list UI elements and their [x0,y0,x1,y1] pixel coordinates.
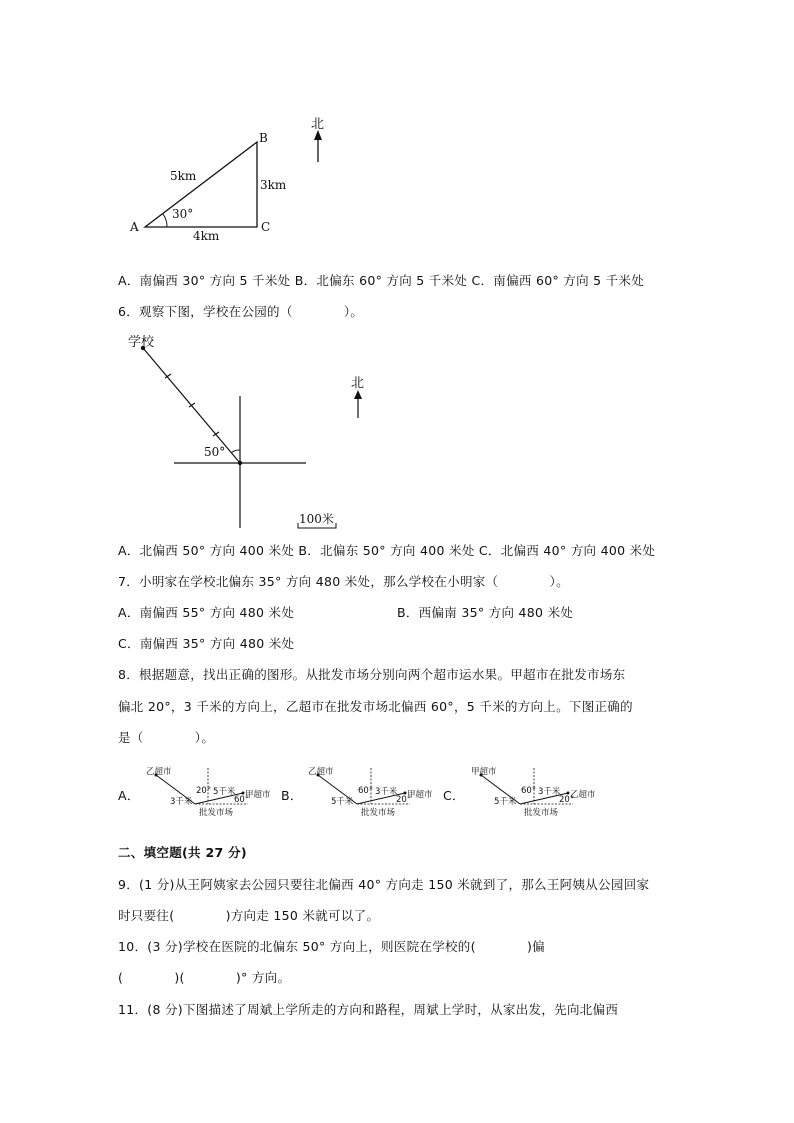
q8-line-3: 是（ ）。 [118,730,215,745]
angle-top-label: 60° [521,786,537,796]
angle-bottom-label: 60° [234,795,250,805]
right-store-label: 甲超市 [245,790,271,800]
north-label-2: 北 [351,376,365,391]
school-label: 学校 [128,335,155,350]
right-store-label: 乙超市 [570,790,596,800]
scale-label: 100米 [299,512,334,526]
market-label: 批发市场 [524,808,559,818]
right-distance-label: 3千米 [375,787,398,797]
left-store-label: 乙超市 [308,767,334,777]
left-store-label: 甲超市 [471,767,497,777]
vertex-a-label: A [130,220,139,234]
north-label: 北 [311,117,325,132]
q8-line-2: 偏北 20°，3 千米的方向上，乙超市在批发市场北偏西 60°，5 千米的方向上。下图正确的 [118,699,633,714]
market-label: 批发市场 [361,808,396,818]
section-title: 二、填空题(共 27 分) [118,845,247,860]
q8-option-a: A． [118,788,140,803]
left-store-label: 乙超市 [146,767,172,777]
vertex-b-label: B [259,131,268,145]
q8-option-b: B． [281,788,303,803]
angle-50-label: 50° [204,445,226,459]
q6-options: A．北偏西 50° 方向 400 米处 B．北偏东 50° 方向 400 米处 C．北偏西 40° 方向 400 米处 [118,543,656,558]
q7-option-b: B．西偏南 35° 方向 480 米处 [397,605,574,620]
angle-bottom-label: 20° [396,795,412,805]
angle-top-label: 20° [196,786,212,796]
angle-top-label: 60° [358,786,374,796]
q7-option-c: C．南偏西 35° 方向 480 米处 [118,636,295,651]
side-ac-label: 4km [193,229,220,243]
right-store-label: 甲超市 [407,790,433,800]
q9-line-1: 9．(1 分)从王阿姨家去公园只要往北偏西 40° 方向走 150 米就到了，那么王阿姨从公园回家 [118,877,650,892]
q10-line-1: 10．(3 分)学校在医院的北偏东 50° 方向上，则医院在学校的( )偏 [118,939,545,954]
q8-line-1: 8．根据题意，找出正确的图形。从批发市场分别向两个超市运水果。甲超市在批发市场东 [118,667,626,682]
q9-line-2: 时只要往( )方向走 150 米就可以了。 [118,908,380,923]
left-distance-label: 5千米 [494,797,517,807]
vertex-c-label: C [261,220,271,234]
side-ab-label: 5km [170,169,197,183]
q5-options: A．南偏西 30° 方向 5 千米处 B．北偏东 60° 方向 5 千米处 C．南偏西 60° 方向 5 千米处 [118,273,645,288]
market-label: 批发市场 [199,808,234,818]
left-distance-label: 3千米 [170,797,193,807]
q11-line-1: 11．(8 分)下图描述了周斌上学所走的方向和路程，周斌上学时，从家出发，先向北偏西 [118,1002,619,1017]
q7-stem: 7．小明家在学校北偏东 35° 方向 480 米处，那么学校在小明家（ ）。 [118,574,569,589]
side-bc-label: 3km [260,178,287,192]
angle-a-label: 30° [172,207,194,221]
q6-stem: 6．观察下图，学校在公园的（ ）。 [118,304,364,319]
right-distance-label: 5千米 [213,787,236,797]
q8-option-c: C． [443,788,465,803]
angle-bottom-label: 20° [559,795,575,805]
q10-line-2: ( )( )° 方向。 [118,970,291,985]
q7-option-a: A．南偏西 55° 方向 480 米处 [118,605,295,620]
right-distance-label: 3千米 [538,787,561,797]
left-distance-label: 5千米 [331,797,354,807]
